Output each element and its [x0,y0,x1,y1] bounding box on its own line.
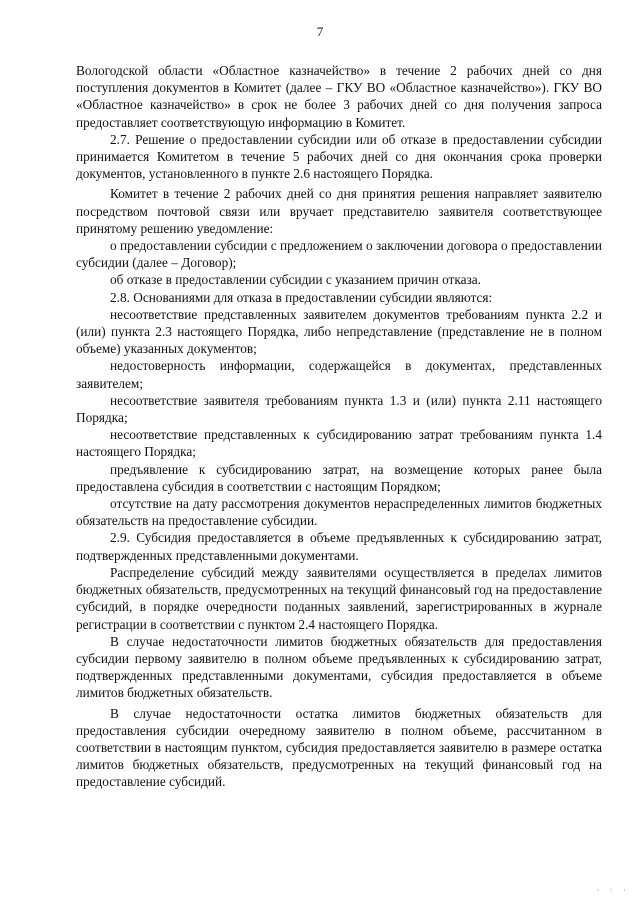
paragraph-distribution: Распределение субсидий между заявителями осуществляется в пределах лимитов бюджетных обязательств, предусмотренных на текущий финансовый год на предоставление субсидий, в порядке очередности поданных заявлений, зарегистрированных в журнале регистрации в соответствии с пунктом 2.4 настоящего Порядка. [76,564,602,632]
page-number: 7 [316,24,324,39]
paragraph-2-9: 2.9. Субсидия предоставляется в объеме предъявленных к субсидированию затрат, подтвержденных представленными документами. [76,530,602,563]
paragraph-ground-6: отсутствие на дату рассмотрения документов нераспределенных лимитов бюджетных обязательств на предоставление субсидии. [76,496,602,529]
paragraph-continuation: Вологодской области «Областное казначейство» в течение 2 рабочих дней со дня поступления документов в Комитет (далее – ГКУ ВО «Областное казначейство»). ГКУ ВО «Областное казначейство» в срок не более 3 рабочих дней со дня получения запроса предоставляет соответствующую информацию в Комитет. [76,63,602,130]
document-body [76,62,602,791]
paragraph-option-grant: о предоставлении субсидии с предложением о заключении договора о предоставлении субсидии (далее – Договор); [76,238,602,271]
paragraph-option-refuse: об отказе в предоставлении субсидии с указанием причин отказа. [110,272,482,288]
paragraph-ground-3: несоответствие заявителя требованиям пункта 1.3 и (или) пункта 2.11 настоящего Порядка; [76,392,602,426]
paragraph-ground-4: несоответствие представленных к субсидированию затрат требованиям пункта 1.4 настоящего Порядка; [76,427,602,460]
scan-artifact: · · · [596,885,630,895]
paragraph-ground-2: недостоверность информации, содержащейся в документах, представленных заявителем; [76,358,602,391]
paragraph-2-8: 2.8. Основаниями для отказа в предоставлении субсидии являются: [110,289,493,305]
paragraph-insufficient-first: В случае недостаточности лимитов бюджетных обязательств для предоставления субсидии первому заявителю в полном объеме предъявленных к субсидированию затрат, подтвержденных представленными документами, субсидия предоставляется в объеме лимитов бюджетных обязательств. [76,633,602,701]
paragraph-2-7: 2.7. Решение о предоставлении субсидии или об отказе в предоставлении субсидии принимается Комитетом в течение 5 рабочих дней со дня окончания срока проверки документов, установленного в пункте 2.6 настоящего Порядка. [76,131,602,182]
paragraph-ground-5: предъявление к субсидированию затрат, на возмещение которых ранее была предоставлена субсидия в соответствии с настоящим Порядком; [76,461,602,494]
paragraph-ground-1: несоответствие представленных заявителем документов требованиям пункта 2.2 и (или) пункта 2.3 настоящего Порядка, либо непредставление (представление не в полном объеме) указанных документов; [76,306,602,357]
paragraph-insufficient-next: В случае недостаточности остатка лимитов бюджетных обязательств для предоставления субсидии очередному заявителю в полном объеме, рассчитанном в соответствии в настоящим пунктом, субсидия предоставляется заявителю в размере остатка лимитов бюджетных обязательств, предусмотренных на текущий финансовый год на предоставление субсидий. [76,705,602,790]
paragraph-notification: Комитет в течение 2 рабочих дней со дня принятия решения направляет заявителю посредством почтовой связи или вручает представителю заявителя соответствующее принятому решению уведомление: [76,186,602,236]
